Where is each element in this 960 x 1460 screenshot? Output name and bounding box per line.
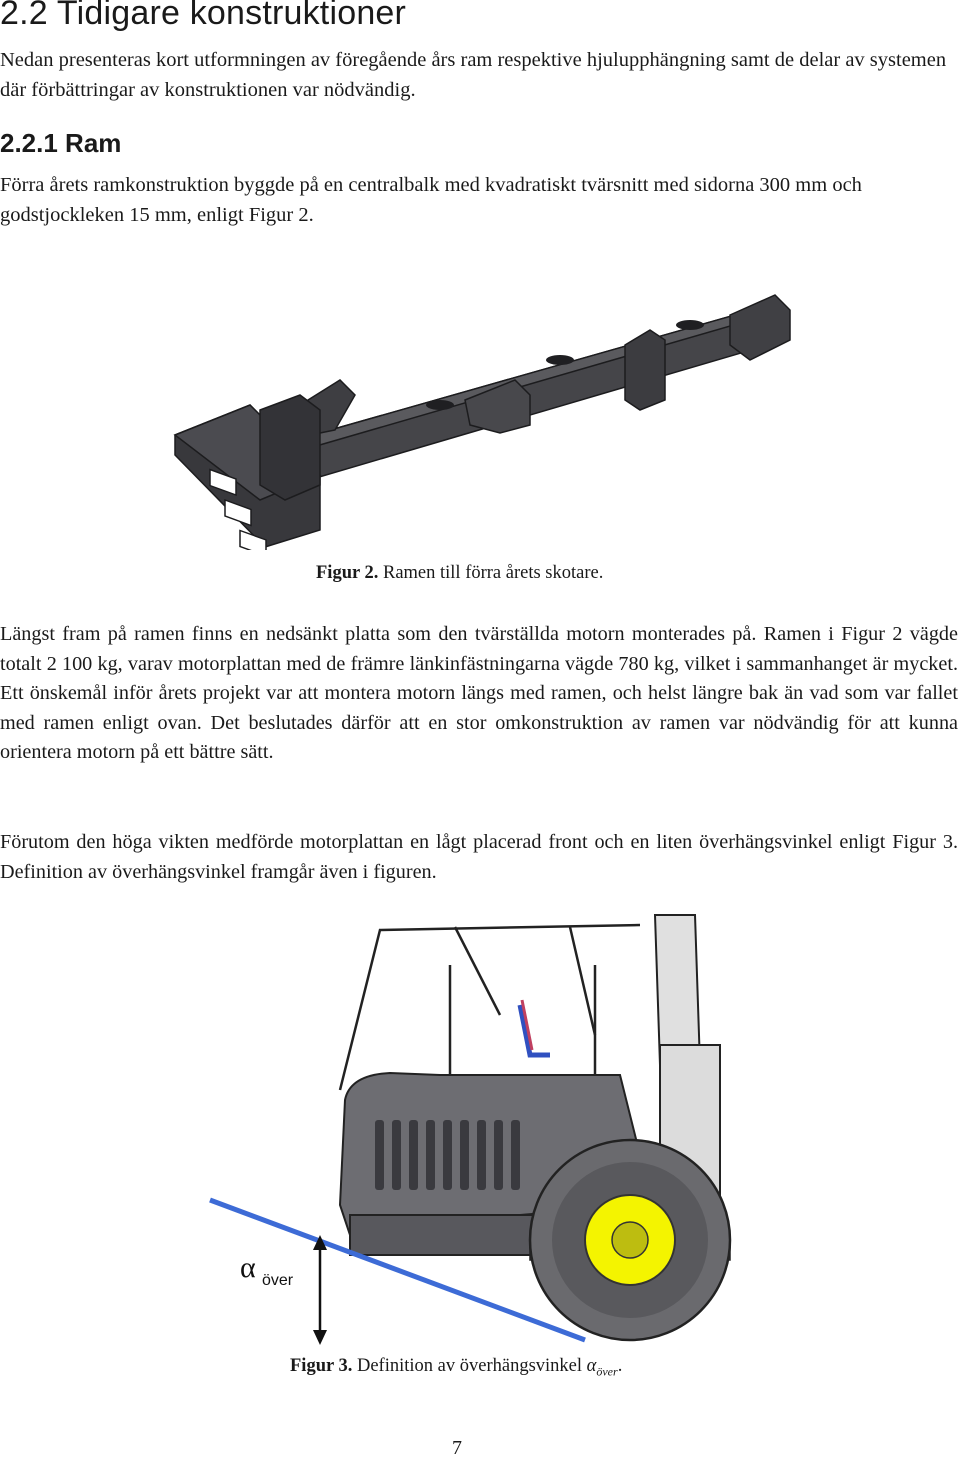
ram-paragraph-3: Förutom den höga vikten medförde motorplattan en lågt placerad front och en liten överhängsvinkel enligt Figur 3. Definition av överhängsvinkel framgår även i figuren. [0,831,958,883]
section-heading: 2.2 Tidigare konstruktioner [0,0,407,32]
angle-symbol: α [240,1251,256,1284]
figure-3-caption [290,1356,622,1380]
page-number: 7 [452,1437,462,1459]
figure-2-label: Figur 2. [316,563,379,583]
figure-3-label: Figur 3. [290,1356,353,1376]
frame-figure [170,285,795,550]
figure-3-caption-text: Definition av överhängsvinkel [356,1356,587,1376]
subsection-heading: 2.2.1 Ram [0,128,122,158]
figure-2-caption [316,563,603,584]
figure-2-caption-text: Ramen till förra årets skotare. [382,563,604,583]
intro-paragraph: Nedan presenteras kort utformningen av föregående års ram respektive hjulupphängning samt de delar av systemen där förbättringar av konstruktionen var nödvändig. [0,49,947,101]
ram-paragraph-1: Förra årets ramkonstruktion byggde på en centralbalk med kvadratiskt tvärsnitt med sidorna 300 mm och godstjockleken 15 mm, enligt Figur 2. [0,174,862,226]
alpha-subscript: över [596,1364,618,1379]
caption-period: . [617,1356,623,1376]
ram-paragraph-2: Längst fram på ramen finns en nedsänkt platta som den tvärställda motorn monterades på. Ramen i Figur 2 vägde totalt 2 100 kg, varav motorplattan med de främre länkinfästningarna vägde 780 kg, vilket i sammanhanget är mycket. Ett önskemål inför årets projekt var att montera motorn längs med ramen, och helst längre bak än vad som var fallet med ramen enligt ovan. Det beslutades därför att en stor omkonstruktion av ramen var nödvändig för att kunna orientera motorn på ett bättre sätt. [0,623,958,763]
angle-subscript: över [262,1272,294,1289]
overhang-angle-figure [200,905,740,1350]
alpha-symbol: α [586,1356,597,1376]
